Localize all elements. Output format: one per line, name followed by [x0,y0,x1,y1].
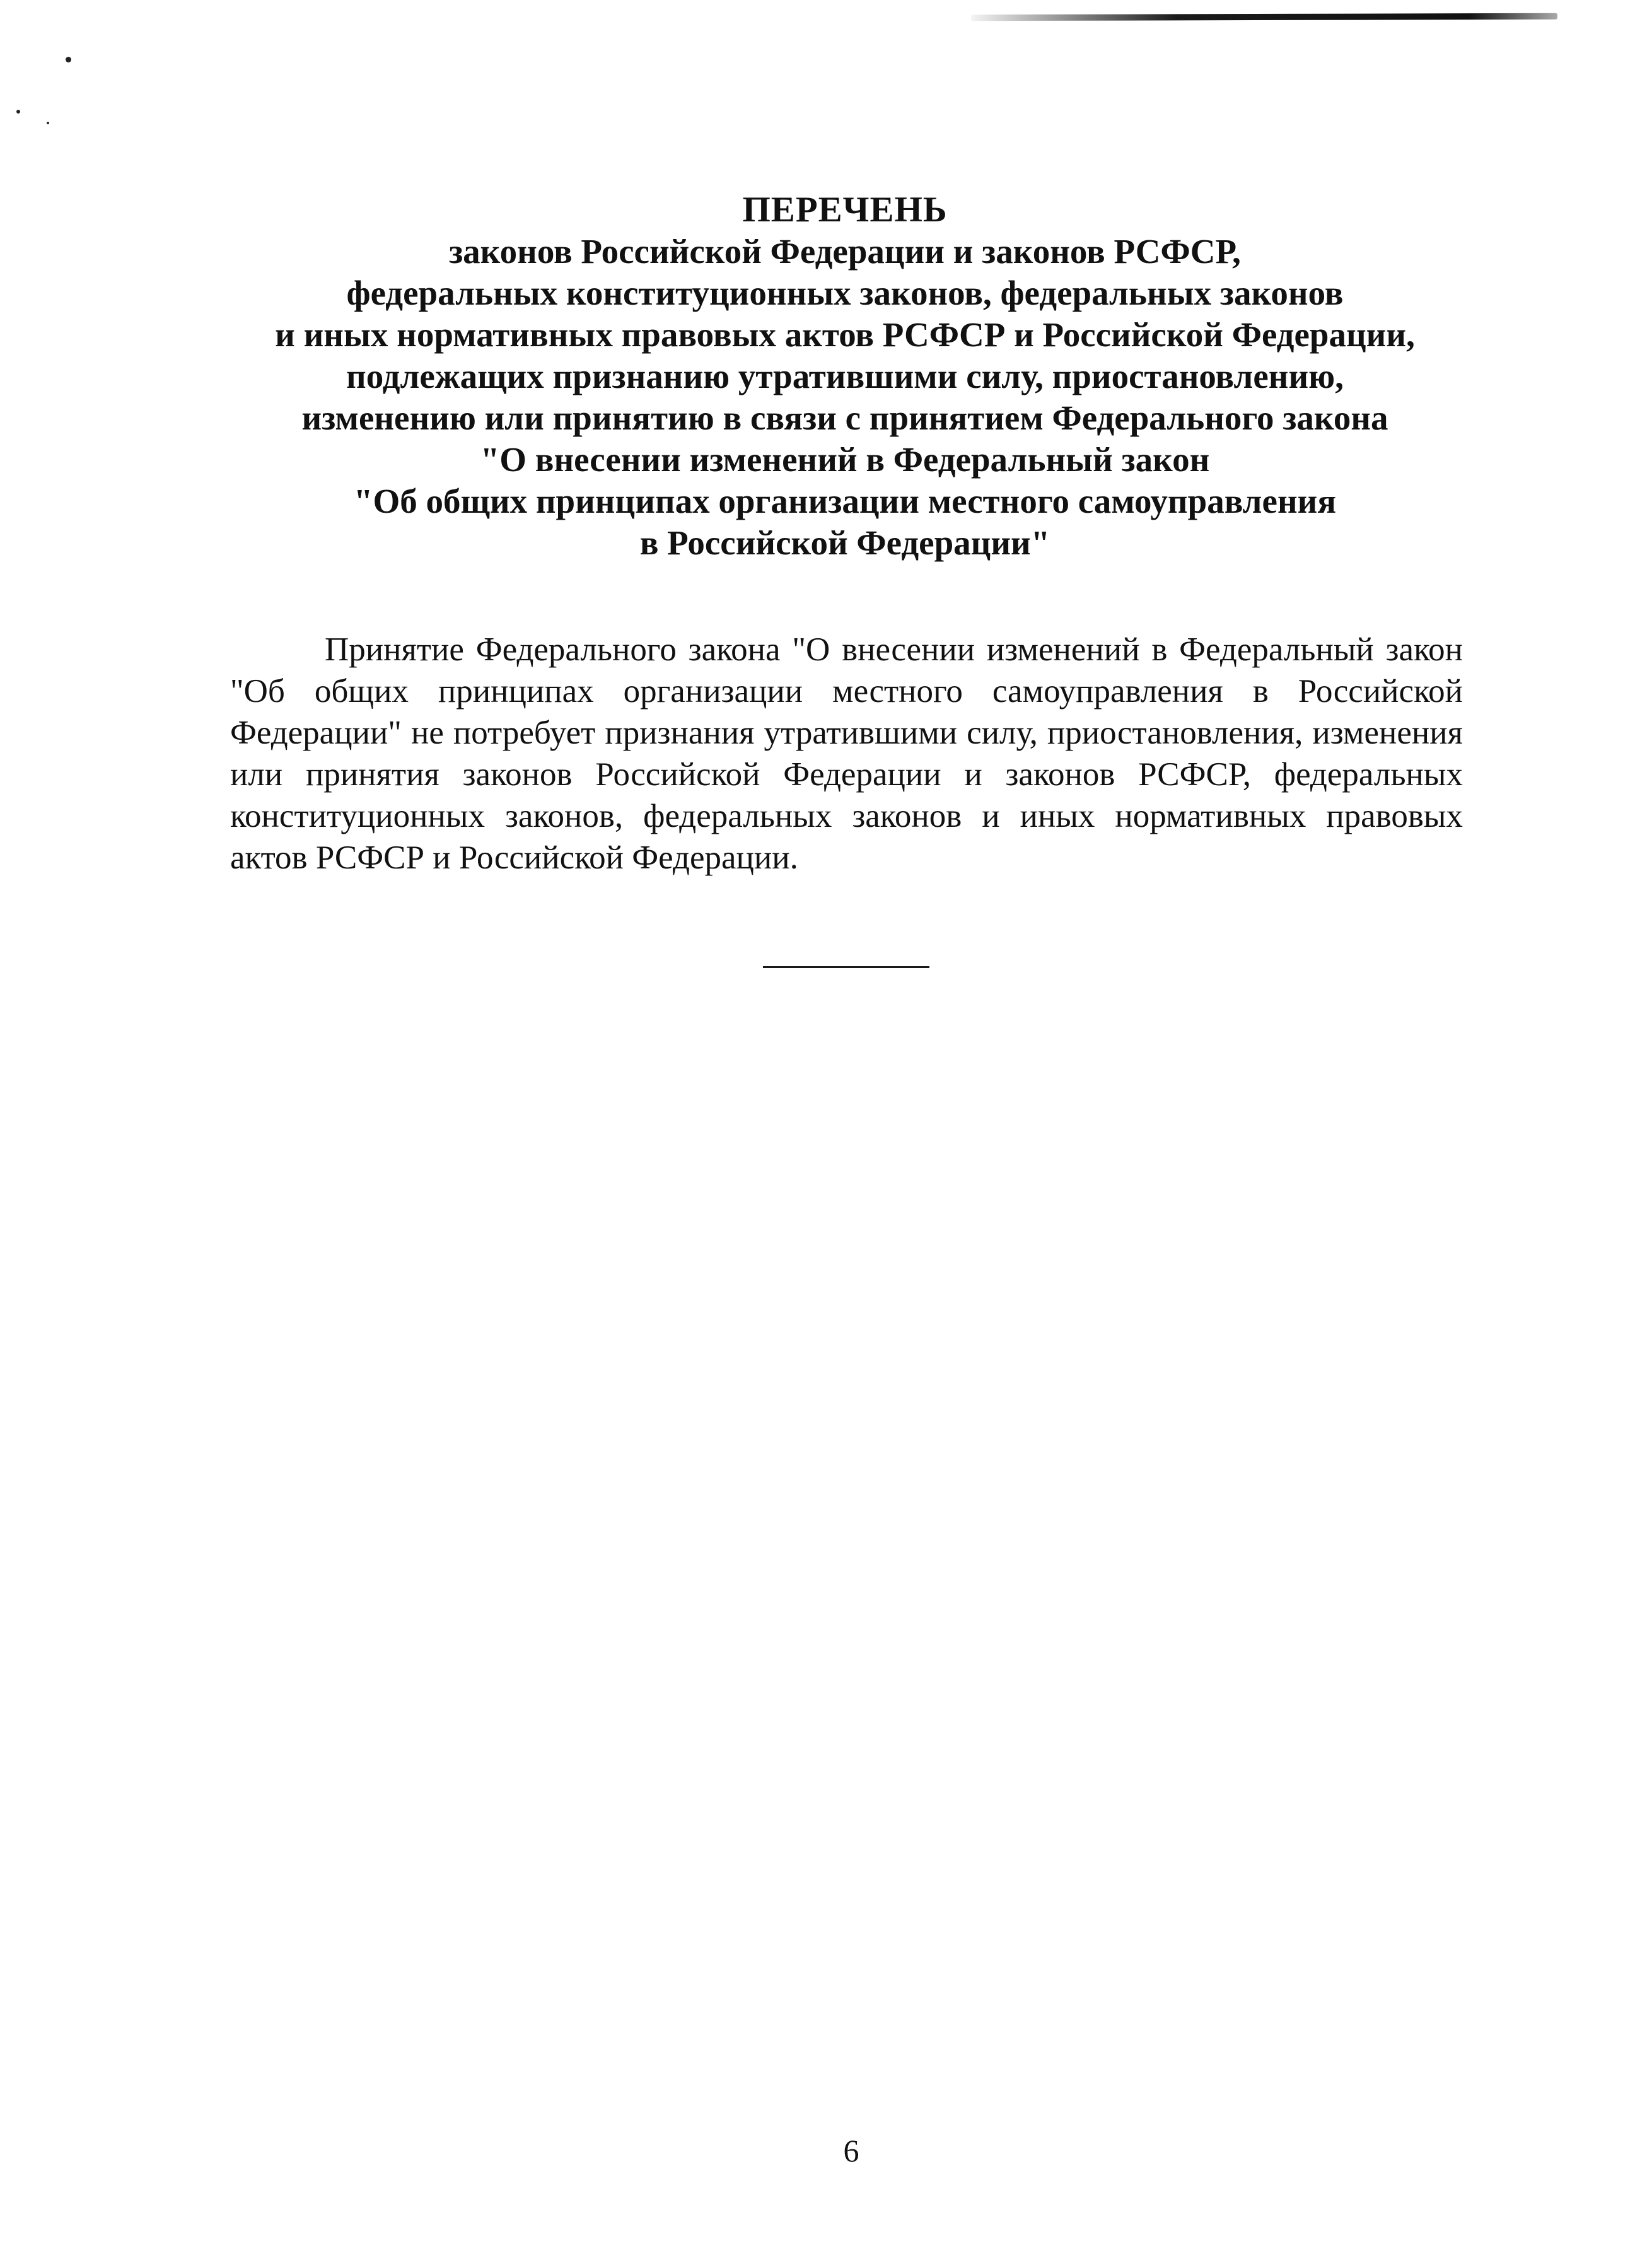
scan-artifact-dot [16,110,20,114]
heading-line: в Российской Федерации" [639,523,1050,562]
heading-line: "Об общих принципах организации местного самоуправления [353,482,1337,520]
scan-artifact-dot [66,57,71,62]
document-title: ПЕРЕЧЕНЬ [742,190,948,230]
heading-line: изменению или принятию в связи с принятием Федерального закона [301,399,1388,437]
body-paragraph: Принятие Федерального закона "О внесении изменений в Федеральный закон "Об общих принципах организации местного самоуправления в Российской Федерации" не потребует признания утратившими силу, приостановления, изменения или принятия законов Российской Федерации и законов РСФСР, федеральных конституционных законов, федеральных законов и иных нормативных правовых актов РСФСР и Российской Федерации. [230,631,1463,876]
heading-line: законов Российской Федерации и законов РСФСР, [449,232,1241,271]
document-heading [158,189,1532,564]
scan-artifact-dot [47,122,49,124]
scan-artifact-top-line [971,13,1557,21]
heading-line: и иных нормативных правовых актов РСФСР и Российской Федерации, [275,315,1415,354]
heading-line: федеральных конституционных законов, федеральных законов [346,274,1344,312]
heading-line: "О внесении изменений в Федеральный закон [480,440,1210,479]
heading-line: подлежащих признанию утратившими силу, приостановлению, [346,357,1344,395]
closing-separator-line [763,966,929,968]
page-number: 6 [843,2133,859,2168]
